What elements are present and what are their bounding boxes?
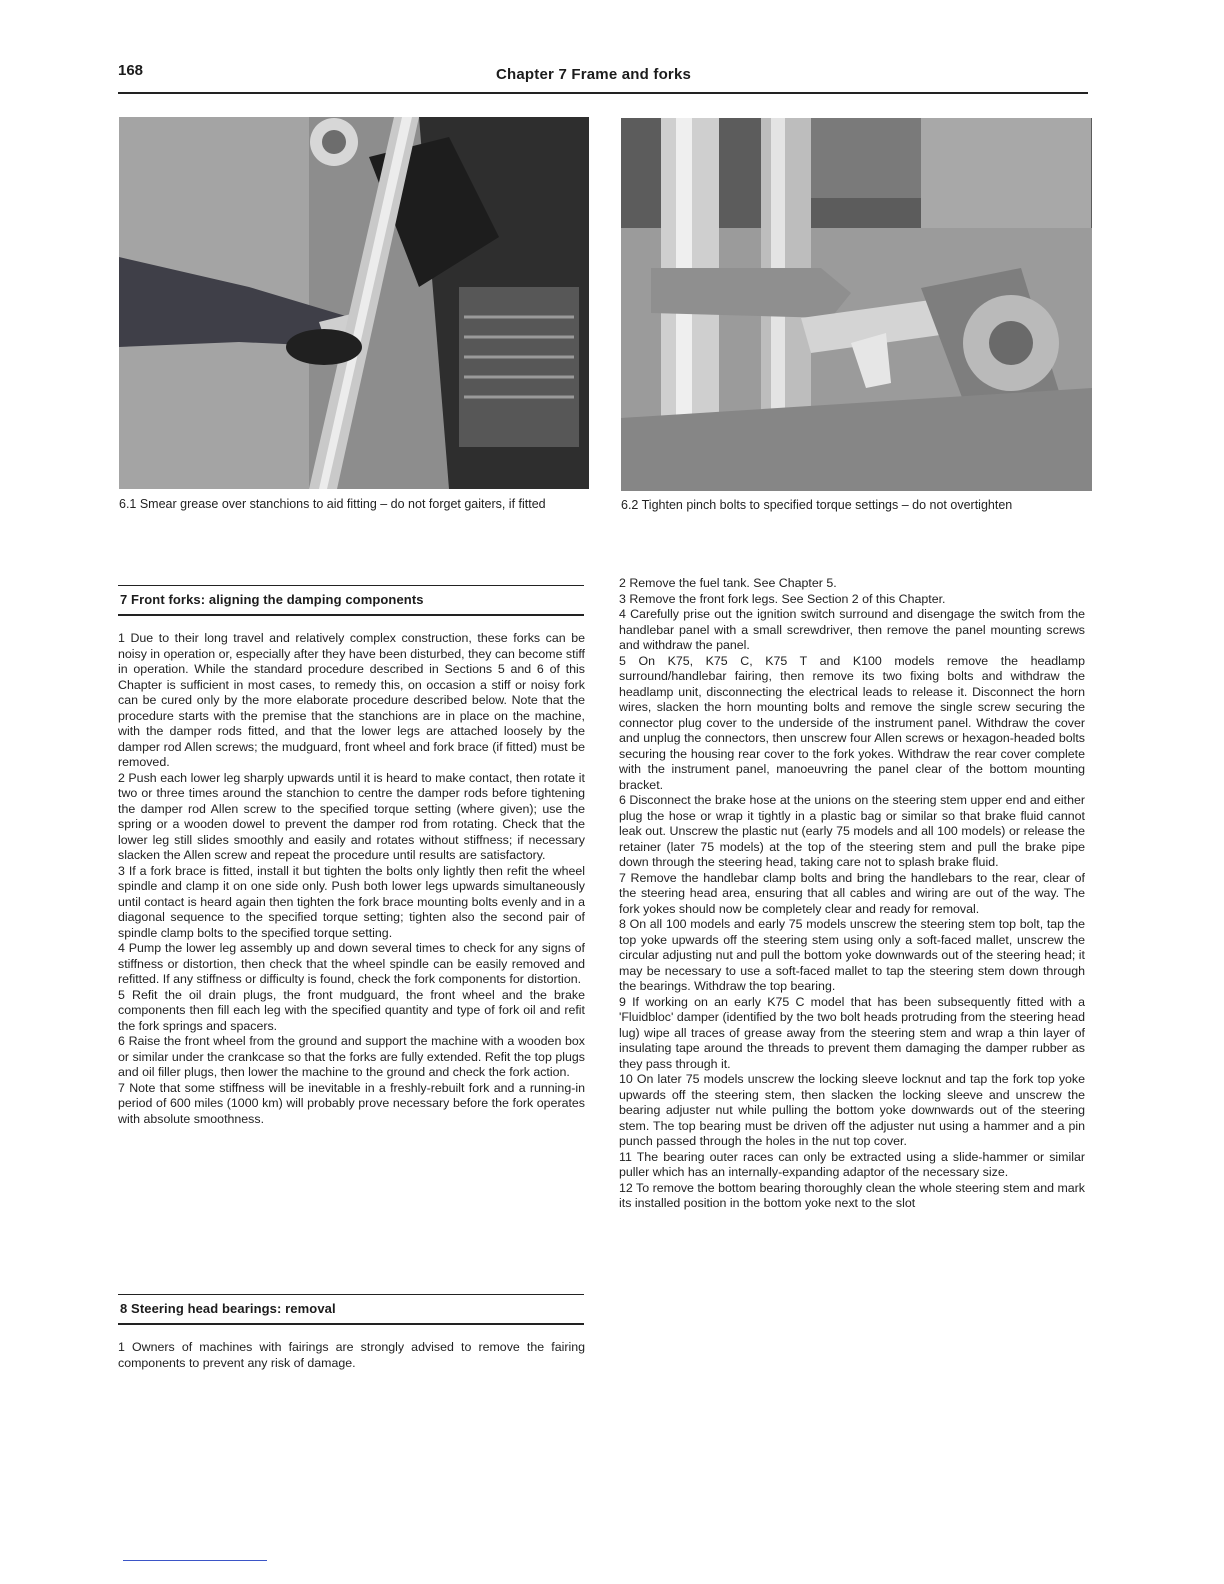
paragraph: 3 If a fork brace is fitted, install it but tighten the bolts only lightly then refit the wheel spindle and clamp it on one side only. Push both lower legs upwards simultaneously until contact is heard again then tighten the fork brace mounting bolts evenly and in a diagonal sequence to the specified torque setting; tighten also the second pair of spindle clamp bolts to the specified torque setting. [118, 863, 585, 940]
paragraph: 5 On K75, K75 C, K75 T and K100 models remove the headlamp surround/handlebar fairing, then remove its two fixing bolts and withdraw the headlamp unit, disconnecting the electrical leads to release it. Disconnect the horn wires, slacken the horn mounting bolts and remove the single screw securing the connector plug cover to the underside of the instrument panel. Withdraw the cover and unplug the connectors, then unscrew four Allen screws or hexagon-headed bolts securing the housing rear cover to the fork yokes. Withdraw the rear cover complete with the instrument panel, manoeuvring the panel clear of the bottom mounting bracket. [619, 653, 1085, 792]
page-header [118, 62, 1088, 96]
paragraph: 4 Carefully prise out the ignition switch surround and disengage the switch from the handlebar panel with a small screwdriver, then remove the panel mounting screws and withdraw the panel. [619, 607, 1085, 652]
section-7-heading: 7 Front forks: aligning the damping components [120, 592, 424, 607]
photo-pinch-bolt-torque-image [621, 118, 1092, 491]
section-7-heading-block [118, 585, 584, 616]
paragraph: 10 On later 75 models unscrew the locking sleeve locknut and tap the fork top yoke upwards off the steering stem, then slacken the locking sleeve and unscrew the bearing adjuster nut while pulling the bottom yoke downwards out of the steering stem. The top bearing must be driven off the adjuster nut using a hammer and a pin punch passed through the holes in the nut top cover. [619, 1072, 1085, 1148]
header-rule [118, 92, 1088, 94]
footer-rule [123, 1560, 267, 1561]
paragraph: 3 Remove the front fork legs. See Section 2 of this Chapter. [619, 591, 946, 606]
page-number: 168 [118, 62, 144, 79]
section-8-body-right [619, 576, 1085, 1212]
paragraph: 2 Remove the fuel tank. See Chapter 5. [619, 576, 837, 590]
section-8-heading-block [118, 1294, 584, 1325]
section-8-rule-bottom [118, 1323, 584, 1325]
paragraph: 5 Refit the oil drain plugs, the front mudguard, the front wheel and the brake components then fill each leg with the specified quantity and type of fork oil and refit the fork springs and spacers. [118, 987, 585, 1033]
section-8-body-left [118, 1340, 585, 1371]
photo-fork-stanchion-greasing-image [119, 117, 589, 489]
photo-fork-stanchion-greasing [119, 117, 589, 489]
paragraph: 7 Remove the handlebar clamp bolts and bring the handlebars to the rear, clear of the steering head area, ensuring that all cables and wiring are out of the way. The fork yokes should now be completely clear and ready for removal. [619, 870, 1085, 916]
paragraph: 4 Pump the lower leg assembly up and down several times to check for any signs of stiffness or distortion, then check that the wheel spindle can be easily removed and refitted. If any stiffness or difficulty is found, check the fork components for distortion. [118, 941, 585, 986]
section-7-body [118, 631, 585, 1127]
section-8-heading: 8 Steering head bearings: removal [120, 1301, 336, 1316]
paragraph: 8 On all 100 models and early 75 models unscrew the steering stem top bolt, tap the top yoke upwards off the steering stem using only a soft-faced mallet, unscrew the circular adjusting nut and pull the bottom yoke downwards out of the steering head; it may be necessary to use a soft-faced mallet to tap the steering stem down through the bearings. Withdraw the top bearing. [619, 917, 1085, 993]
section-7-rule-bottom [118, 614, 584, 616]
paragraph: 6 Raise the front wheel from the ground and support the machine with a wooden box or similar under the crankcase so that the forks are fully extended. Refit the top plugs and oil filler plugs, then lower the machine to the ground and check the fork action. [118, 1034, 585, 1079]
paragraph: 2 Push each lower leg sharply upwards until it is heard to make contact, then rotate it two or three times around the stanchion to centre the damper rods before tightening the damper rod Allen screw to the specified torque setting (where given); use the spring or a wooden dowel to prevent the damper rod from rotating. Check that the lower leg still slides smoothly and easily and rotates without stiffness; if necessary slacken the Allen screw and repeat the procedure until results are satisfactory. [118, 770, 585, 862]
paragraph: 1 Due to their long travel and relatively complex construction, these forks can be noisy in operation or, especially after they have been disturbed, they can become stiff in operation. While the standard procedure described in Sections 5 and 6 of this Chapter is sufficient in most cases, to remedy this, on occasion a stiff or noisy fork can be cured only by the more elaborate procedure described below. Note that the procedure starts with the premise that the stanchions are in place on the machine, with the damper rods fitted, and that the lower legs are attached loosely by the damper rod Allen screws; the mudguard, front wheel and fork brace (if fitted) must be removed. [118, 631, 585, 769]
paragraph: 7 Note that some stiffness will be inevitable in a freshly-rebuilt fork and a running-in period of 600 miles (1000 km) will probably prove necessary before the fork operates with absolute smoothness. [118, 1080, 585, 1126]
figure-caption-6-1: 6.1 Smear grease over stanchions to aid fitting – do not forget gaiters, if fitted [119, 497, 546, 511]
paragraph: 6 Disconnect the brake hose at the unions on the steering stem upper end and either plug the hose or wrap it tightly in a plastic bag or similar so that brake fluid cannot leak out. Unscrew the plastic nut (early 75 models and all 100 models) or release the retainer (later 75 models) at the top of the steering stem and pull the brake pipe down through the steering head, taking care not to splash brake fluid. [619, 793, 1085, 869]
paragraph: 12 To remove the bottom bearing thoroughly clean the whole steering stem and mark its installed position in the bottom yoke next to the slot [619, 1180, 1085, 1210]
photo-pinch-bolt-torque [621, 118, 1092, 491]
paragraph: 1 Owners of machines with fairings are strongly advised to remove the fairing components to prevent any risk of damage. [118, 1340, 585, 1370]
paragraph: 11 The bearing outer races can only be extracted using a slide-hammer or similar puller which has an internally-expanding adaptor of the necessary size. [619, 1149, 1085, 1179]
paragraph: 9 If working on an early K75 C model that has been subsequently fitted with a 'Fluidbloc' damper (identified by the two bolt heads protruding from the steering head lug) wipe all traces of grease away from the steering stem and wrap a thin layer of insulating tape around the threads to prevent them damaging the damper rubber as they pass through it. [619, 994, 1085, 1071]
chapter-title: Chapter 7 Frame and forks [496, 66, 692, 83]
figure-caption-6-2: 6.2 Tighten pinch bolts to specified torque settings – do not overtighten [621, 498, 1013, 512]
